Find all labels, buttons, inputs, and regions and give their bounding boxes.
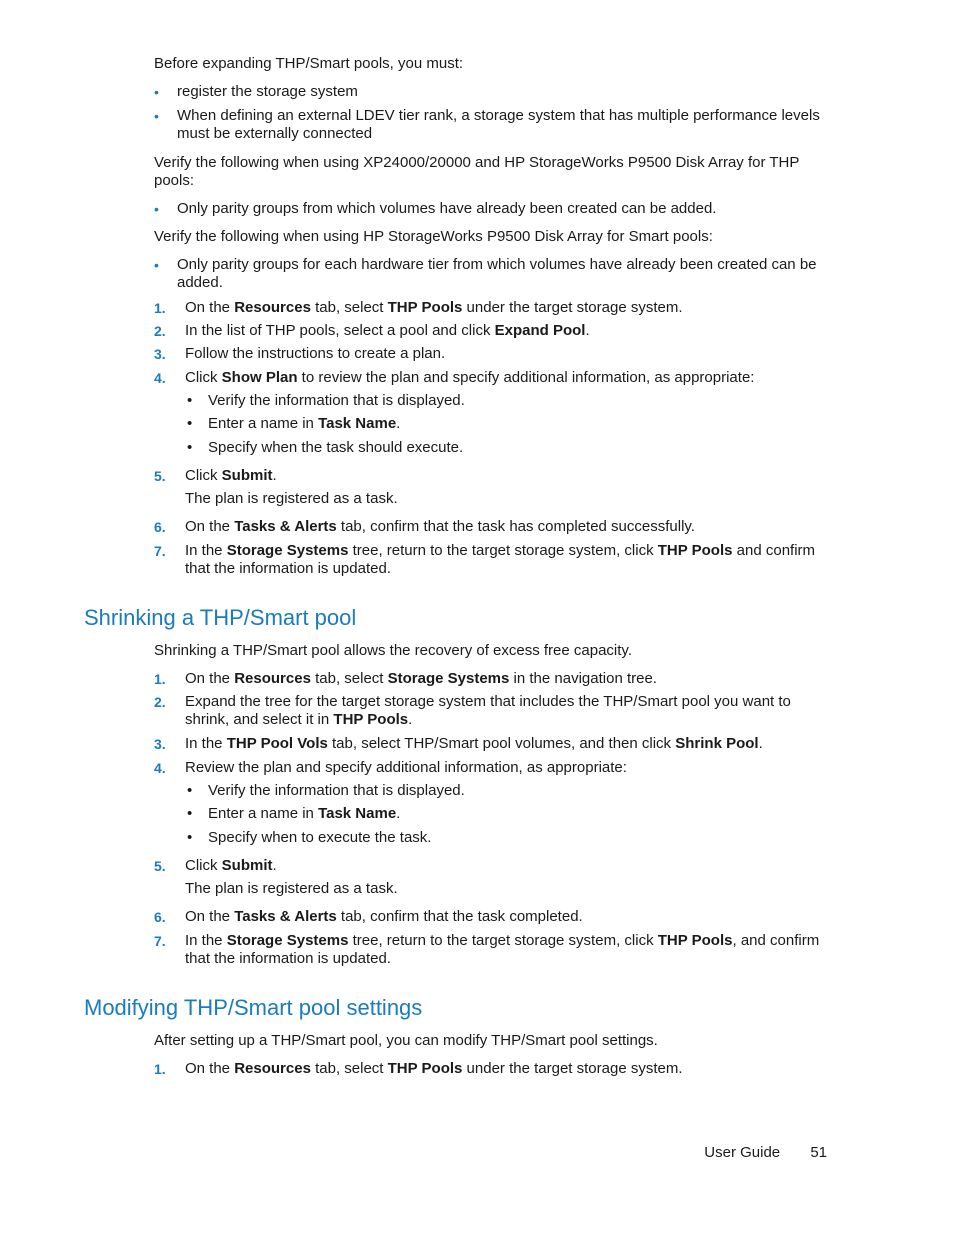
bullet-text: Only parity groups for each hardware tier from which volumes have already been created can be added. xyxy=(177,256,817,291)
list-item xyxy=(154,83,830,101)
bullet-text: Only parity groups from which volumes have already been created can be added. xyxy=(177,200,717,217)
shrink-sub-item: • Verify the information that is displayed. xyxy=(187,782,465,799)
expand-step-1: 1. On the Resources tab, select THP Pools under the target storage system. xyxy=(154,299,683,316)
shrink-sub-item: • Enter a name in Task Name. xyxy=(187,805,401,822)
verify-p9500: Verify the following when using HP StorageWorks P9500 Disk Array for Smart pools: xyxy=(154,228,713,245)
footer-guide-label: User Guide xyxy=(704,1144,781,1161)
shrink-step-2: 2. Expand the tree for the target storage system that includes the THP/Smart pool you want to shrink, and select it in THP Pools. xyxy=(154,693,791,728)
section-heading-shrink: Shrinking a THP/Smart pool xyxy=(84,605,357,630)
bullet-icon: • xyxy=(154,201,159,217)
shrink-step-6: 6. On the Tasks & Alerts tab, confirm that the task completed. xyxy=(154,908,583,925)
shrink-step-3: 3. In the THP Pool Vols tab, select THP/Smart pool volumes, and then click Shrink Pool. xyxy=(154,735,763,752)
bullet-icon: • xyxy=(154,108,159,124)
modify-step-1: 1. On the Resources tab, select THP Pools under the target storage system. xyxy=(154,1060,683,1077)
list-item xyxy=(154,107,830,143)
modify-intro: After setting up a THP/Smart pool, you can modify THP/Smart pool settings. xyxy=(154,1032,658,1049)
expand-step-7: 7. In the Storage Systems tree, return to the target storage system, click THP Pools and confirm that the information is updated. xyxy=(154,542,816,577)
expand-sub-item: • Specify when the task should execute. xyxy=(187,439,464,456)
expand-step-2: 2. In the list of THP pools, select a pool and click Expand Pool. xyxy=(154,322,590,339)
expand-step-5: 5. Click Submit. xyxy=(154,467,277,484)
bullet-text: register the storage system xyxy=(177,83,358,100)
page-number: 51 xyxy=(810,1144,827,1161)
shrink-intro: Shrinking a THP/Smart pool allows the recovery of excess free capacity. xyxy=(154,642,632,659)
verify-xp: Verify the following when using XP24000/20000 and HP StorageWorks P9500 Disk Array for THP pools: xyxy=(154,154,800,189)
expand-step-4: 4. Click Show Plan to review the plan and specify additional information, as appropriate: xyxy=(154,369,755,386)
shrink-step-5-note: The plan is registered as a task. xyxy=(185,880,398,897)
list-item xyxy=(154,200,830,218)
expand-step-3: 3. Follow the instructions to create a plan. xyxy=(154,345,446,362)
expand-sub-item: • Verify the information that is displayed. xyxy=(187,392,465,409)
bullet-icon: • xyxy=(154,257,159,273)
expand-step-6: 6. On the Tasks & Alerts tab, confirm that the task has completed successfully. xyxy=(154,518,695,535)
shrink-step-1: 1. On the Resources tab, select Storage Systems in the navigation tree. xyxy=(154,670,657,687)
section-heading-modify: Modifying THP/Smart pool settings xyxy=(84,995,423,1020)
bullet-icon: • xyxy=(154,84,159,100)
list-item xyxy=(154,256,830,292)
expand-step-5-note: The plan is registered as a task. xyxy=(185,490,398,507)
page-footer xyxy=(704,1144,827,1162)
shrink-step-7: 7. In the Storage Systems tree, return to the target storage system, click THP Pools, and confirm that the information is updated. xyxy=(154,932,820,967)
intro-before: Before expanding THP/Smart pools, you must: xyxy=(154,55,464,72)
shrink-step-5: 5. Click Submit. xyxy=(154,857,277,874)
shrink-step-4: 4. Review the plan and specify additional information, as appropriate: xyxy=(154,759,627,776)
expand-sub-item: • Enter a name in Task Name. xyxy=(187,415,401,432)
shrink-sub-item: • Specify when to execute the task. xyxy=(187,829,432,846)
bullet-text: When defining an external LDEV tier rank, a storage system that has multiple performance levels must be externally connected xyxy=(177,107,820,142)
